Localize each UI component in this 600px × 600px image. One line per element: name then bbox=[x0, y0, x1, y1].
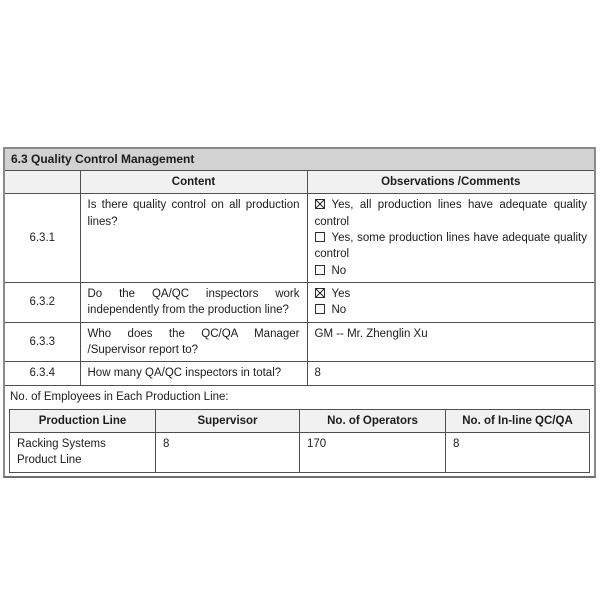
table-row bbox=[5, 282, 594, 322]
observation-answer: GM -- Mr. Zhenglin Xu bbox=[307, 322, 594, 362]
question-text: Who does the QC/QA Manager /Supervisor report to? bbox=[80, 322, 307, 362]
option-label: Yes, all production lines have adequate quality control bbox=[314, 199, 587, 228]
emp-cell-inline-qcqa: 8 bbox=[446, 432, 590, 472]
observations-cell bbox=[307, 282, 594, 322]
emp-cell-operators: 170 bbox=[300, 432, 446, 472]
option-label: Yes, some production lines have adequate quality control bbox=[314, 231, 587, 261]
qc-table bbox=[5, 171, 594, 386]
question-id: 6.3.2 bbox=[5, 282, 80, 322]
emp-cell-production-line bbox=[10, 432, 156, 472]
question-text: How many QA/QC inspectors in total? bbox=[80, 362, 307, 385]
observation-option bbox=[315, 197, 588, 230]
checkbox-icon bbox=[315, 265, 325, 275]
question-text: Is there quality control on all production lines? bbox=[80, 194, 307, 283]
col-header-content: Content bbox=[80, 171, 307, 194]
emp-header-production-line: Production Line bbox=[10, 409, 156, 432]
col-header-empty bbox=[5, 171, 80, 194]
question-id: 6.3.4 bbox=[5, 362, 80, 385]
option-label: No bbox=[331, 304, 347, 317]
production-line-value: Racking Systems Product Line bbox=[17, 437, 106, 467]
col-header-observations: Observations /Comments bbox=[307, 171, 594, 194]
question-text: Do the QA/QC inspectors work independently from the production line? bbox=[80, 282, 307, 322]
qc-header-row bbox=[5, 171, 594, 194]
observation-option bbox=[315, 263, 588, 279]
question-id: 6.3.1 bbox=[5, 194, 80, 283]
emp-header-inline-qcqa: No. of In-line QC/QA bbox=[446, 409, 590, 432]
checkbox-icon bbox=[315, 199, 325, 209]
table-row bbox=[5, 322, 594, 362]
emp-header-supervisor: Supervisor bbox=[156, 409, 300, 432]
option-label: Yes bbox=[331, 287, 351, 300]
employees-header-row bbox=[10, 409, 590, 432]
checkbox-icon bbox=[315, 304, 325, 314]
option-label: No bbox=[331, 264, 347, 277]
emp-header-operators: No. of Operators bbox=[300, 409, 446, 432]
employees-table bbox=[9, 409, 590, 473]
checkbox-icon bbox=[315, 232, 325, 242]
observation-option bbox=[315, 230, 588, 263]
section-title: 6.3 Quality Control Management bbox=[5, 149, 594, 171]
table-row bbox=[5, 194, 594, 283]
observation-answer: 8 bbox=[307, 362, 594, 385]
employees-section-label: No. of Employees in Each Production Line: bbox=[10, 390, 229, 403]
question-id: 6.3.3 bbox=[5, 322, 80, 362]
observations-cell bbox=[307, 194, 594, 283]
checkbox-icon bbox=[315, 288, 325, 298]
emp-cell-supervisor: 8 bbox=[156, 432, 300, 472]
table-row bbox=[5, 362, 594, 385]
observation-option bbox=[315, 302, 588, 318]
employees-table-wrap bbox=[5, 409, 594, 476]
table-row bbox=[10, 432, 590, 472]
audit-form-section bbox=[3, 147, 596, 478]
observation-option bbox=[315, 286, 588, 302]
